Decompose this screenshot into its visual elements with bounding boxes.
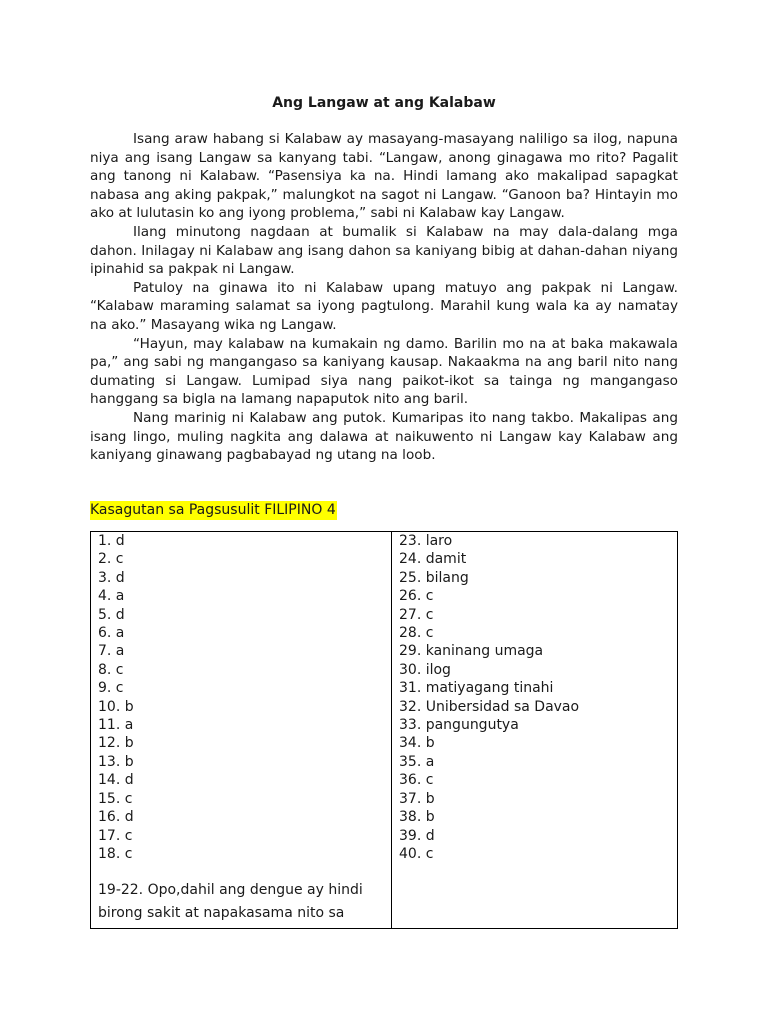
answer-item: 17. c (98, 827, 133, 844)
answer-item: 38. b (399, 809, 435, 826)
answer-item: 9. c (98, 680, 124, 697)
answer-item: 7. a (98, 643, 125, 660)
answer-item: 24. damit (399, 551, 467, 568)
answer-key-table (90, 531, 678, 929)
answer-item: 1. d (98, 533, 125, 549)
answer-item: 34. b (399, 735, 435, 752)
answer-item: 25. bilang (399, 569, 469, 586)
answer-column-left (91, 532, 392, 929)
answer-item: 18. c (98, 845, 133, 862)
answer-item: 40. c (399, 845, 434, 862)
story-paragraph: Patuloy na ginawa ito ni Kalabaw upang matuyo ang pakpak ni Langaw. “Kalabaw maraming salamat sa iyong pagtulong. Marahil kung wala ka ay namatay na ako.” Masayang wika ng Langaw. (90, 279, 678, 333)
answer-item: 29. kaninang umaga (399, 643, 544, 660)
answer-item: 15. c (98, 790, 133, 807)
answer-item: 33. pangungutya (399, 717, 519, 734)
table-row (91, 532, 678, 929)
answer-item: 13. b (98, 753, 134, 770)
answer-item: 2. c (98, 551, 124, 568)
answer-item: 35. a (399, 753, 435, 770)
answer-item: 4. a (98, 588, 125, 605)
story-title: Ang Langaw at ang Kalabaw (272, 95, 496, 111)
story-paragraph: “Hayun, may kalabaw na kumakain ng damo. Barilin mo na at baka makawala pa,” ang sabi ng mangangaso sa kaniyang kausap. Nakaakma na ang baril nito nang dumating si Langaw. Lumipad siya nang paikot-ikot sa tainga ng mangangaso hanggang sa bigla na lamang napaputok nito ang baril. (90, 335, 678, 408)
answer-item: 37. b (399, 790, 435, 807)
answer-item: 3. d (98, 569, 125, 586)
answer-item: 8. c (98, 661, 124, 678)
answer-item: 10. b (98, 698, 134, 715)
story-body (90, 130, 678, 465)
answer-item: 32. Unibersidad sa Davao (399, 698, 580, 715)
story-paragraph: Nang marinig ni Kalabaw ang putok. Kumaripas ito nang takbo. Makalipas ang isang lingo, muling nagkita ang dalawa at naikuwento ni Langaw kay Kalabaw ang kaniyang ginawang pagbabayad ng utang na loob. (90, 409, 678, 464)
story-paragraph: Isang araw habang si Kalabaw ay masayang-masayang naliligo sa ilog, napuna niya ang isang Langaw sa kanyang tabi. “Langaw, anong ginagawa mo rito? Pagalit ang tanong ni Kalabaw. “Pasensiya ka na. Hindi lamang ako makalipad sapagkat nabasa ang aking pakpak,” malungkot na sagot ni Langaw. “Ganoon ba? Hintayin mo ako at lulutasin ko ang iyong problema,” sabi ni Kalabaw kay Langaw. (90, 131, 678, 222)
answer-item: 23. laro (399, 533, 453, 549)
answer-item: 31. matiyagang tinahi (399, 680, 554, 697)
story-paragraph: Ilang minutong nagdaan at bumalik si Kalabaw na may dala-dalang mga dahon. Inilagay ni Kalabaw ang isang dahon sa kaniyang bibig at dahan-dahan niyang ipinahid sa pakpak ni Langaw. (90, 223, 678, 278)
answer-item: 26. c (399, 588, 434, 605)
answer-item: 28. c (399, 625, 434, 642)
answer-key-heading: Kasagutan sa Pagsusulit FILIPINO 4 (90, 502, 336, 518)
answer-item: 12. b (98, 735, 134, 752)
answer-item: 30. ilog (399, 661, 451, 678)
answer-item: 14. d (98, 772, 134, 789)
answer-item: 16. d (98, 809, 134, 826)
essay-answer: 19-22. Opo,dahil ang dengue ay hindi birong sakit at napakasama nito sa (98, 882, 363, 922)
answer-item: 5. d (98, 606, 125, 623)
answer-item: 39. d (399, 827, 435, 844)
answer-item: 36. c (399, 772, 434, 789)
answer-item: 6. a (98, 625, 125, 642)
answer-item: 27. c (399, 606, 434, 623)
answer-item: 11. a (98, 717, 134, 734)
answer-column-right (392, 532, 678, 929)
